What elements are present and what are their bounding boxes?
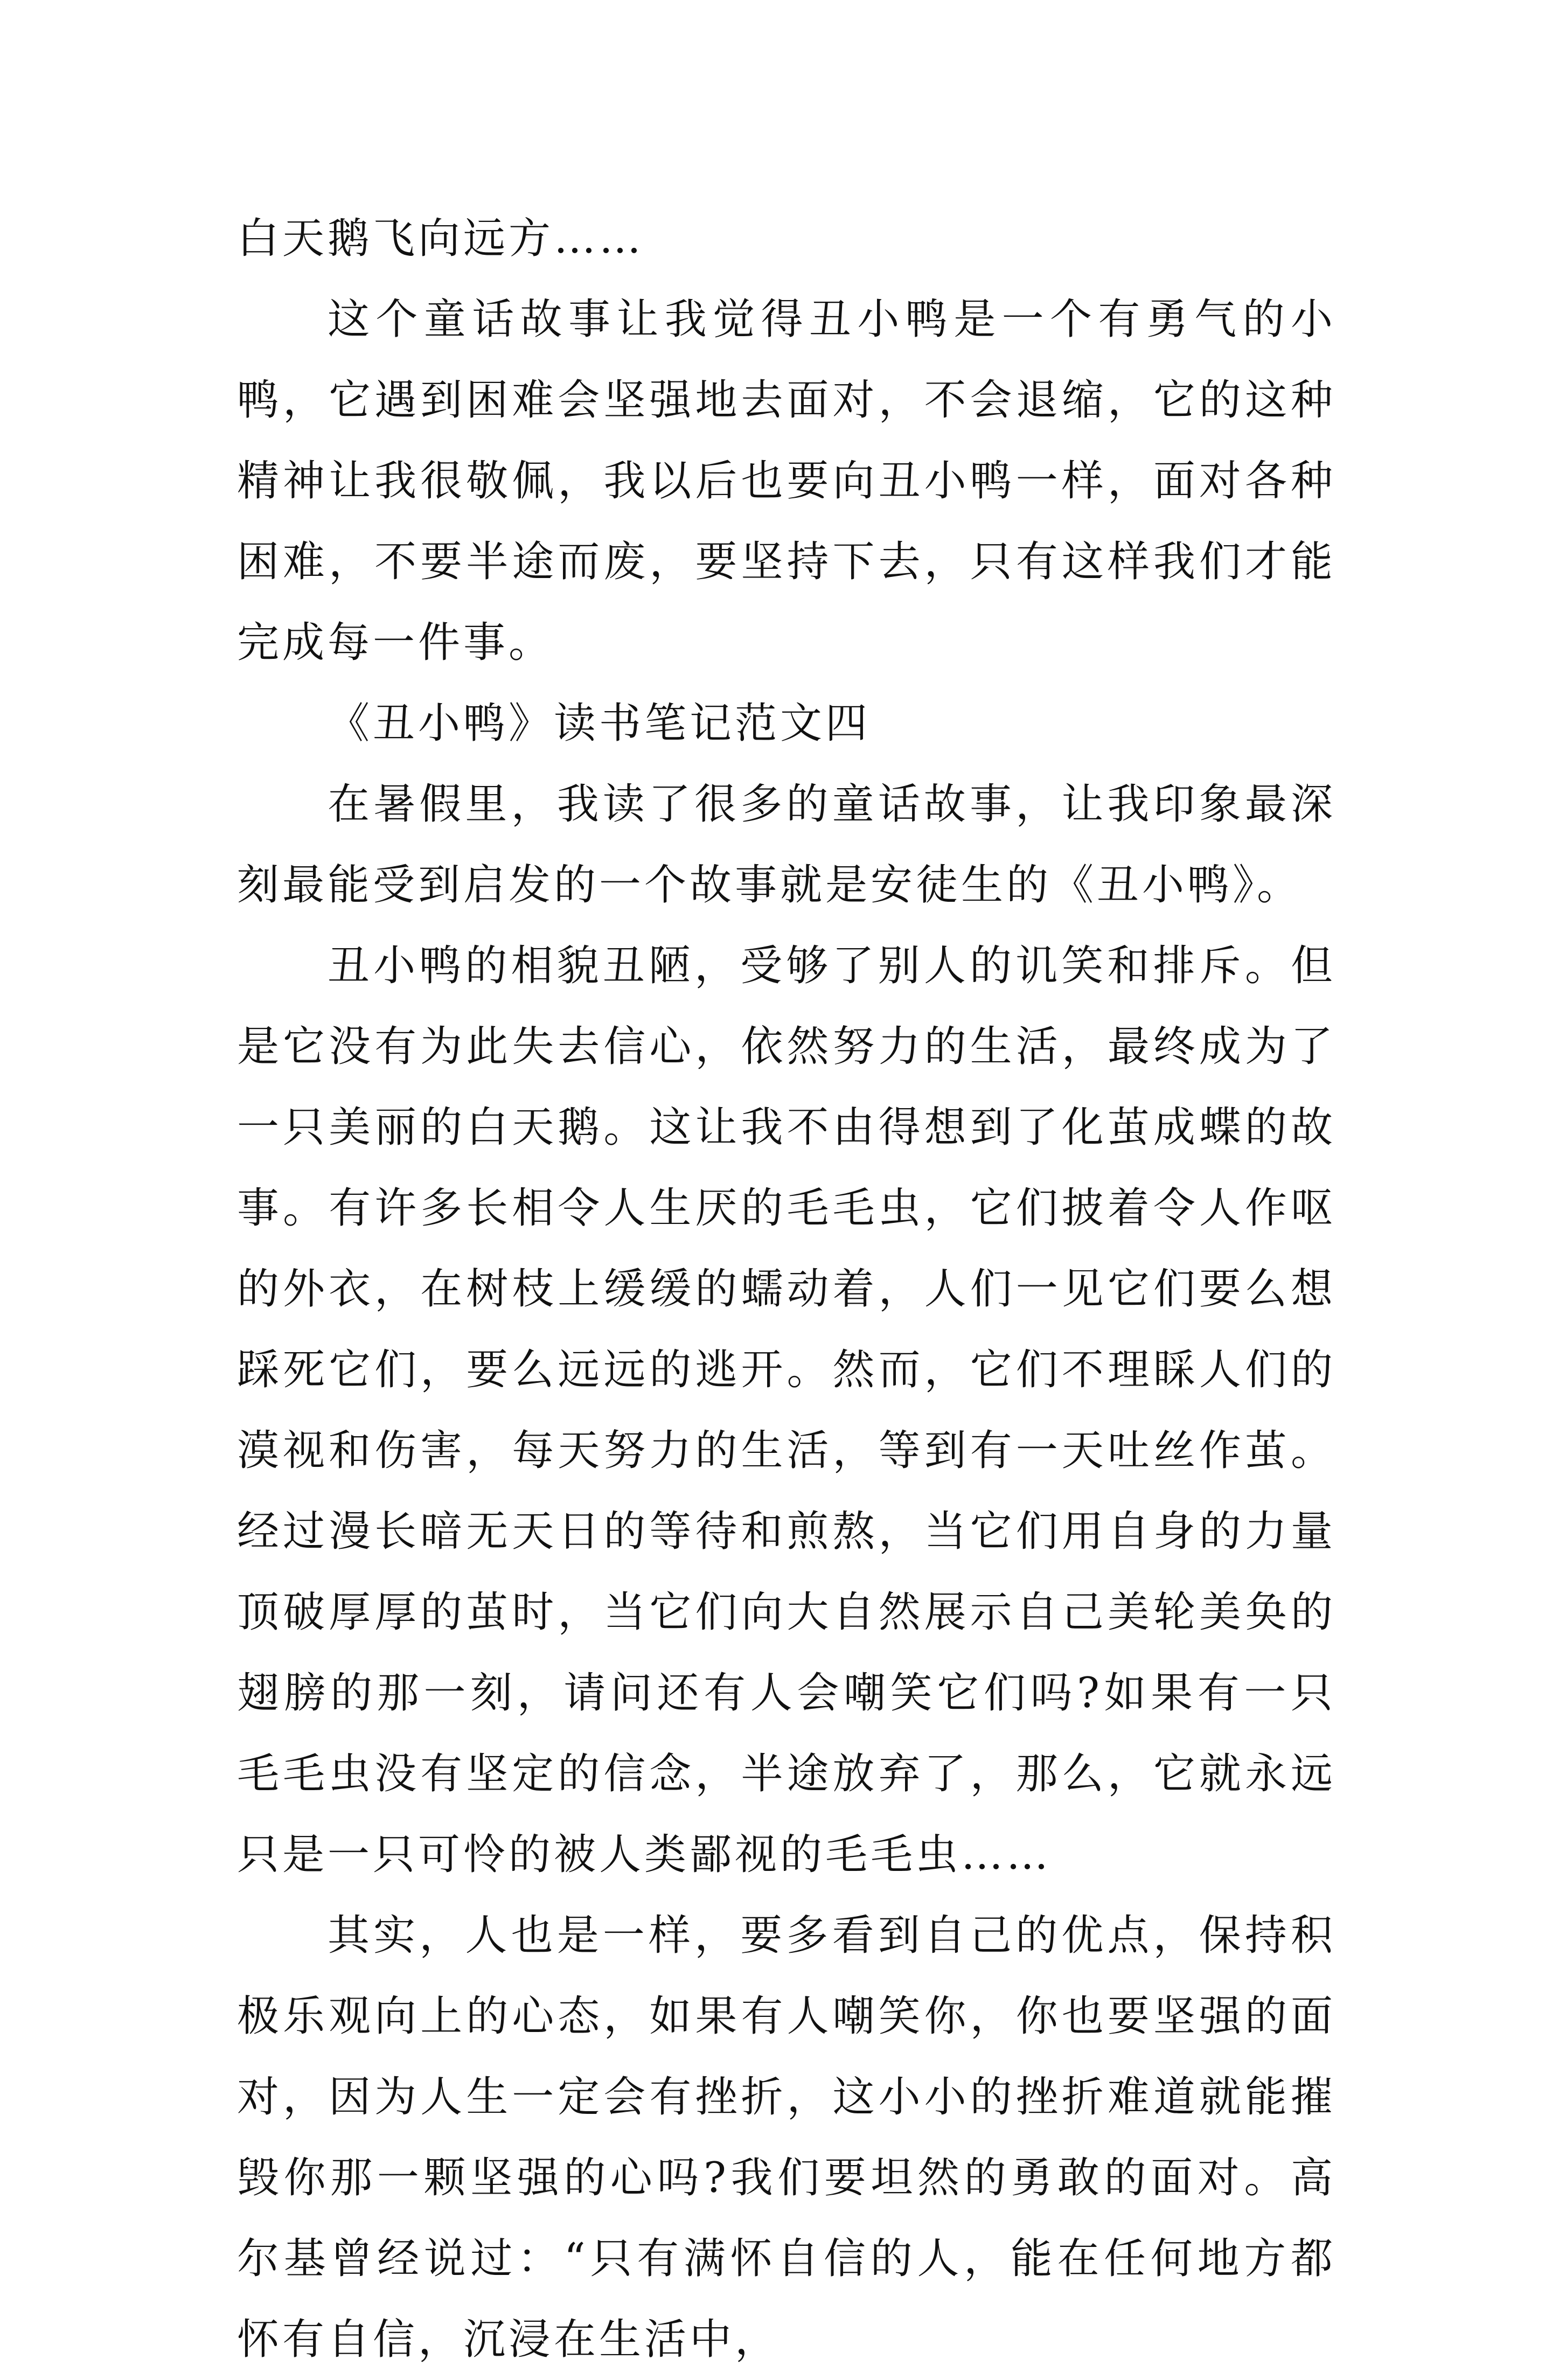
paragraph-2: 这个童话故事让我觉得丑小鸭是一个有勇气的小鸭，它遇到困难会坚强地去面对，不会退缩，它的这种精神让我很敬佩，我以后也要向丑小鸭一样，面对各种困难，不要半途而废，要坚持下去，只有这样我们才能完成每一件事。 <box>237 295 1336 667</box>
paragraph-4: 丑小鸭的相貌丑陋，受够了别人的讥笑和排斥。但是它没有为此失去信心，依然努力的生活，最终成为了一只美丽的白天鹅。这让我不由得想到了化茧成蝶的故事。有许多长相令人生厌的毛毛虫，它们披着令人作呕的外衣，在树枝上缓缓的蠕动着，人们一见它们要么想踩死它们，要么远远的逃开。然而，它们不理睬人们的漠视和伤害，每天努力的生活，等到有一天吐丝作茧。经过漫长暗无天日的等待和煎熬，当它们用自身的力量顶破厚厚的茧时，当它们向大自然展示自己美轮美奂的翅膀的那一刻，请问还有人会嘲笑它们吗?如果有一只毛毛虫没有坚定的信念，半途放弃了，那么，它就永远只是一只可怜的被人类鄙视的毛毛虫…… <box>237 942 1336 1879</box>
document-body <box>237 198 1336 2380</box>
paragraph-1: 白天鹅飞向远方…… <box>237 214 645 263</box>
paragraph-3: 在暑假里，我读了很多的童话故事，让我印象最深刻最能受到启发的一个故事就是安徒生的《丑小鸭》。 <box>237 780 1336 909</box>
paragraph-5: 其实，人也是一样，要多看到自己的优点，保持积极乐观向上的心态，如果有人嘲笑你，你也要坚强的面对，因为人生一定会有挫折，这小小的挫折难道就能摧毁你那一颗坚强的心吗?我们要坦然的勇敢的面对。高尔基曾经说过：“只有满怀自信的人，能在任何地方都怀有自信，沉浸在生活中， <box>237 1911 1336 2364</box>
section-heading: 《丑小鸭》读书笔记范文四 <box>328 699 871 748</box>
